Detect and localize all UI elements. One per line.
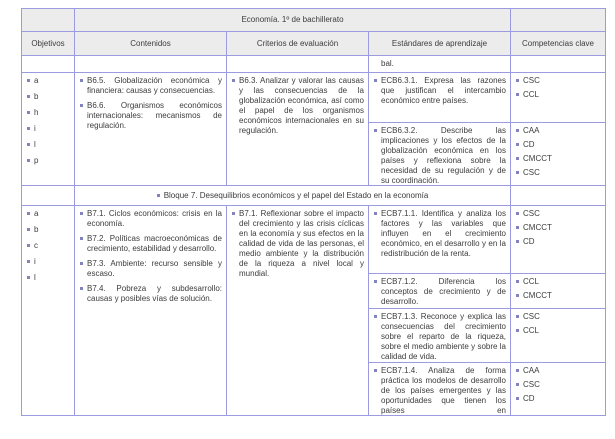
bullet-icon (27, 276, 30, 279)
competencia-item: CSC (515, 209, 601, 219)
competencias-cell (510, 73, 605, 122)
block6-row (22, 72, 605, 185)
contenido-item: B7.3. Ambiente: recurso sensible y escaso. (79, 259, 222, 279)
competencia-item: CSC (515, 380, 601, 390)
bullet-icon (27, 79, 30, 82)
competencias-cell (510, 363, 605, 415)
competencias-cell (510, 206, 605, 273)
competencias-cell (510, 123, 605, 185)
objetivo-item: a (26, 76, 70, 86)
estandar-text: ECB6.3.2. Describe las implicaciones y los efectos de la globalización económica en los países y reflexiona sobre la necesidad de su regulación y de su coordinación. (373, 126, 506, 185)
bullet-icon (516, 157, 519, 160)
column-header-estandares: Estándares de aprendizaje (368, 32, 510, 55)
bullet-icon (516, 383, 519, 386)
bullet-icon (516, 212, 519, 215)
estandar-subrow (369, 206, 605, 273)
estandar-text: ECB7.1.2. Diferencia los conceptos de crecimiento y de desarrollo. (373, 277, 506, 307)
competencia-item: CMCCT (515, 223, 601, 233)
bullet-icon (516, 397, 519, 400)
competencia-item: CD (515, 237, 601, 247)
block-heading-row (22, 185, 605, 205)
contenido-item: B7.4. Pobreza y subdesarrollo: causas y posibles vías de solución. (79, 284, 222, 304)
bullet-icon (374, 79, 377, 82)
bullet-icon (516, 79, 519, 82)
heading-row-left-spacer (22, 186, 74, 205)
objetivo-item: b (26, 225, 70, 235)
competencia-item: CSC (515, 168, 601, 178)
competencia-item: CCL (515, 90, 601, 100)
column-header-criterios: Criterios de evaluación (226, 32, 368, 55)
contenido-item: B7.2. Políticas macroeconómicas de crecimiento, estabilidad y desarrollo. (79, 234, 222, 254)
bullet-icon (516, 240, 519, 243)
competencia-item: CD (515, 140, 601, 150)
criterio-item: B7.1. Reflexionar sobre el impacto del crecimiento y las crisis cíclicas en la economía y sus efectos en la calidad de vida de las personas, el medio ambiente y la distribución de la riqueza a nivel local y mundial. (231, 209, 364, 279)
bullet-icon (80, 104, 83, 107)
competencia-item: CAA (515, 366, 601, 376)
competencia-item: CSC (515, 312, 601, 322)
bullet-icon (80, 212, 83, 215)
estandar-subrow (369, 308, 605, 363)
competencia-item: CSC (515, 76, 601, 86)
block7-criterios-cell (226, 206, 368, 415)
bullet-icon (516, 315, 519, 318)
bullet-icon (27, 212, 30, 215)
block6-contenidos-cell (74, 73, 226, 185)
estandar-subrow (369, 273, 605, 308)
competencia-item: CCL (515, 326, 601, 336)
bullet-icon (374, 212, 377, 215)
column-header-contenidos: Contenidos (74, 32, 226, 55)
competencias-cell (510, 274, 605, 308)
curriculum-table (21, 8, 606, 416)
block6-estandares-area (368, 73, 605, 185)
contenido-item: B6.5. Globalización económica y financiera: causas y consecuencias. (79, 76, 222, 96)
block7-objetivos-cell (22, 206, 74, 415)
carryover-competencias-cell (510, 56, 605, 72)
estandar-text: ECB7.1.1. Identifica y analiza los factores y las variables que influyen en el crecimiento económico, en el desarrollo y en la redistribución de la renta. (373, 209, 506, 259)
bullet-icon (516, 171, 519, 174)
block7-row (22, 205, 605, 415)
heading-row-right-spacer (510, 186, 605, 205)
carryover-contenidos-cell (74, 56, 226, 72)
bullet-icon (516, 329, 519, 332)
carryover-row (22, 55, 605, 72)
carryover-estandar-cell: bal. (368, 56, 510, 72)
block7-estandares-area (368, 206, 605, 415)
bullet-icon (27, 228, 30, 231)
estandar-subrow (369, 362, 605, 415)
block6-objetivos-cell (22, 73, 74, 185)
bullet-icon (27, 260, 30, 263)
estandar-cell (369, 73, 510, 122)
competencia-item: CMCCT (515, 154, 601, 164)
contenido-item: B6.6. Organismos económicos internacionales: mecanismos de regulación. (79, 101, 222, 131)
bullet-icon (516, 129, 519, 132)
block-heading-cell (74, 186, 510, 205)
title-row-right-spacer (510, 9, 605, 31)
title-row (22, 9, 605, 31)
estandar-text: ECB7.1.3. Reconoce y explica las consecuencias del crecimiento sobre el reparto de la riqueza, sobre el medio ambiente y sobre la calidad de vida. (373, 312, 506, 362)
bullet-icon (27, 127, 30, 130)
title-row-left-spacer (22, 9, 74, 31)
bullet-icon (80, 79, 83, 82)
criterio-item: B6.3. Analizar y valorar las causas y las consecuencias de la globalización económica, así como el papel de los organismos económicos internacionales en su regulación. (231, 76, 364, 136)
header-row (22, 31, 605, 55)
column-header-competencias: Competencias clave (510, 32, 605, 55)
column-header-objetivos: Objetivos (22, 32, 74, 55)
bullet-icon (27, 95, 30, 98)
carryover-criterios-cell (226, 56, 368, 72)
objetivo-item: l (26, 273, 70, 283)
bullet-icon (516, 93, 519, 96)
competencias-cell (510, 309, 605, 363)
estandar-text: ECB7.1.4. Analiza de forma práctica los modelos de desarrollo de los países emergentes y las oportunidades que tienen los países en (373, 366, 506, 415)
competencia-item: CAA (515, 126, 601, 136)
bullet-icon (374, 369, 377, 372)
bullet-icon (232, 212, 235, 215)
block-heading-text: Bloque 7. Desequilibrios económicos y el papel del Estado en la economía (163, 190, 429, 200)
competencia-item: CMCCT (515, 291, 601, 301)
block7-contenidos-cell (74, 206, 226, 415)
carryover-objetivos-cell (22, 56, 74, 72)
objetivo-item: i (26, 257, 70, 267)
estandar-cell (369, 309, 510, 363)
estandar-text: ECB6.3.1. Expresa las razones que justifican el intercambio económico entre países. (373, 76, 506, 106)
objetivo-item: b (26, 92, 70, 102)
bullet-icon (516, 369, 519, 372)
bullet-icon (27, 159, 30, 162)
competencia-item: CCL (515, 277, 601, 287)
estandar-subrow (369, 122, 605, 185)
objetivo-item: p (26, 156, 70, 166)
table-title: Economía. 1º de bachillerato (74, 9, 510, 31)
bullet-icon (516, 226, 519, 229)
bullet-icon (157, 194, 160, 197)
bullet-icon (516, 280, 519, 283)
objetivo-item: c (26, 241, 70, 251)
bullet-icon (27, 143, 30, 146)
bullet-icon (374, 315, 377, 318)
competencia-item: CD (515, 394, 601, 404)
contenido-item: B7.1. Ciclos económicos: crisis en la economía. (79, 209, 222, 229)
bullet-icon (27, 111, 30, 114)
estandar-cell (369, 206, 510, 273)
objetivo-item: i (26, 124, 70, 134)
estandar-cell (369, 274, 510, 308)
bullet-icon (80, 237, 83, 240)
bullet-icon (232, 79, 235, 82)
bullet-icon (374, 280, 377, 283)
estandar-subrow (369, 73, 605, 122)
block-heading (157, 191, 429, 201)
bullet-icon (27, 244, 30, 247)
block6-criterios-cell (226, 73, 368, 185)
objetivo-item: l (26, 140, 70, 150)
bullet-icon (80, 262, 83, 265)
bullet-icon (374, 129, 377, 132)
estandar-cell (369, 363, 510, 415)
objetivo-item: h (26, 108, 70, 118)
objetivo-item: a (26, 209, 70, 219)
estandar-cell (369, 123, 510, 185)
bullet-icon (516, 143, 519, 146)
bullet-icon (80, 287, 83, 290)
bullet-icon (516, 294, 519, 297)
